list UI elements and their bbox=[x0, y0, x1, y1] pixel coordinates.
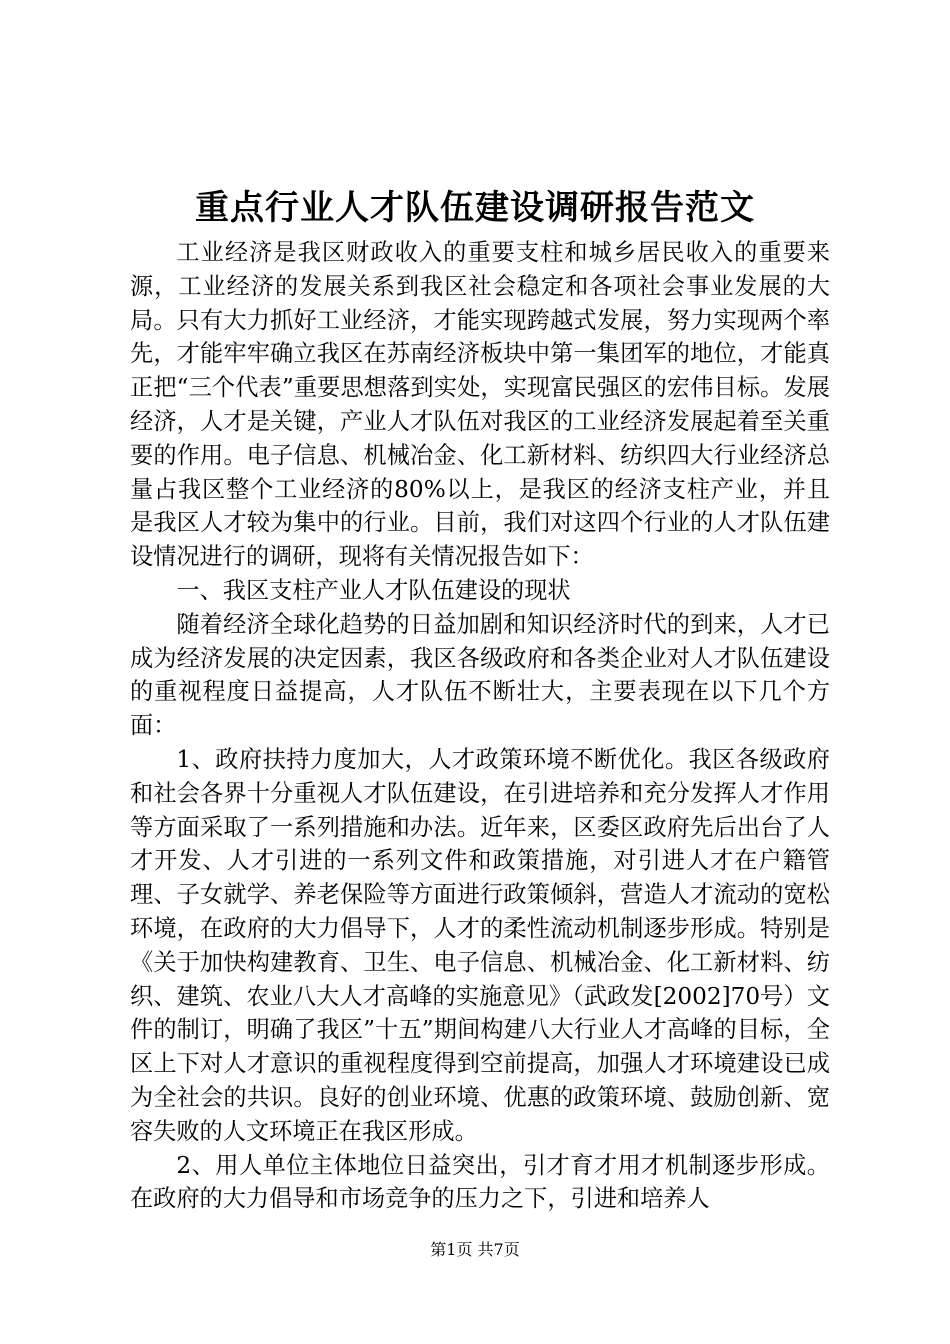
paragraph-background: 随着经济全球化趋势的日益加剧和知识经济时代的到来，人才已成为经济发展的决定因素，我区各级政府和各类企业对人才队伍建设的重视程度日益提高，人才队伍不断壮大，主要表现在以下几个方面： bbox=[130, 610, 830, 740]
paragraph-point-1: 1、政府扶持力度加大，人才政策环境不断优化。我区各级政府和社会各界十分重视人才队伍建设，在引进培养和充分发挥人才作用等方面采取了一系列措施和办法。近年来，区委区政府先后出台了人才开发、人才引进的一系列文件和政策措施，对引进人才在户籍管理、子女就学、养老保险等方面进行政策倾斜，营造人才流动的宽松环境，在政府的大力倡导下，人才的柔性流动机制逐步形成。特别是《关于加快构建教育、卫生、电子信息、机械冶金、化工新材料、纺织、建筑、农业八大人才高峰的实施意见》（武政发[2002]70号）文件的制订，明确了我区”十五”期间构建八大行业人才高峰的目标，全区上下对人才意识的重视程度得到空前提高，加强人才环境建设已成为全社会的共识。良好的创业环境、优惠的政策环境、鼓励创新、宽容失败的人文环境正在我区形成。 bbox=[130, 745, 830, 1145]
paragraph-point-2: 2、用人单位主体地位日益突出，引才育才用才机制逐步形成。在政府的大力倡导和市场竞争的压力之下，引进和培养人 bbox=[130, 1151, 830, 1213]
document-body bbox=[130, 236, 830, 1216]
section-heading-status: 一、我区支柱产业人才队伍建设的现状 bbox=[176, 576, 571, 604]
page-number-footer: 第1页 共7页 bbox=[430, 1240, 520, 1259]
paragraph-intro: 工业经济是我区财政收入的重要支柱和城乡居民收入的重要来源，工业经济的发展关系到我区社会稳定和各项社会事业发展的大局。只有大力抓好工业经济，才能实现跨越式发展，努力实现两个率先，才能牢牢确立我区在苏南经济板块中第一集团军的地位，才能真正把“三个代表”重要思想落到实处，实现富民强区的宏伟目标。发展经济，人才是关键，产业人才队伍对我区的工业经济发展起着至关重要的作用。电子信息、机械冶金、化工新材料、纺织四大行业经济总量占我区整个工业经济的80%以上，是我区的经济支柱产业，并且是我区人才较为集中的行业。目前，我们对这四个行业的人才队伍建设情况进行的调研，现将有关情况报告如下： bbox=[130, 239, 830, 571]
document-title: 重点行业人才队伍建设调研报告范文 bbox=[195, 188, 755, 228]
